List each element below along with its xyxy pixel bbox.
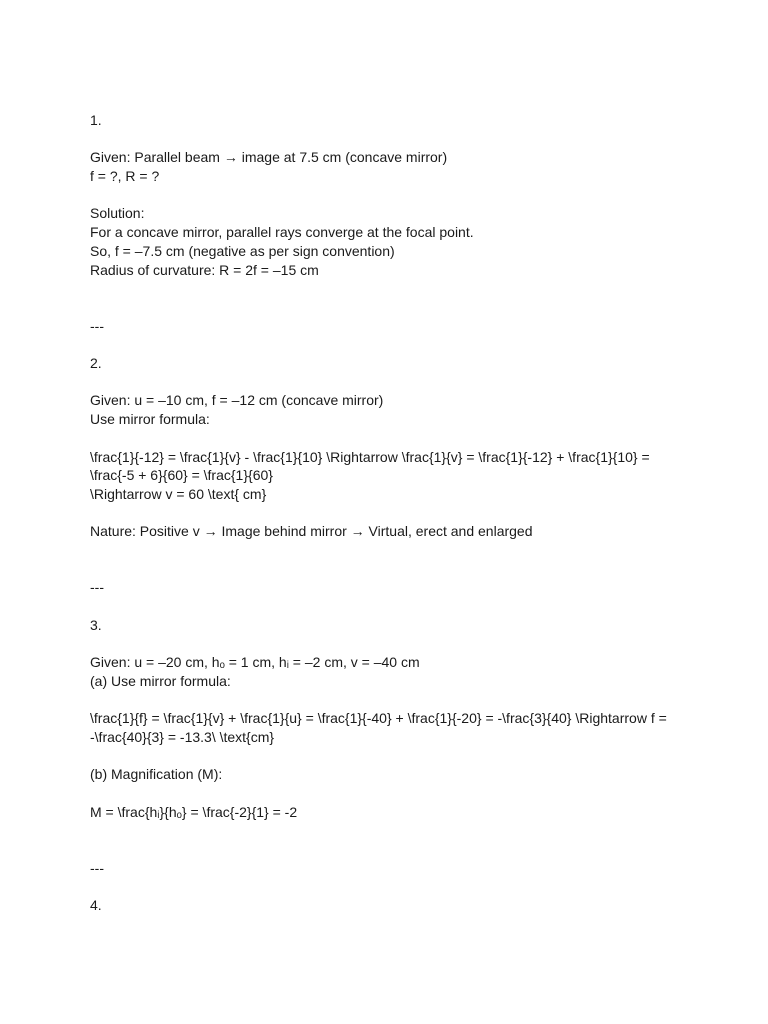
- section-2-number: 2.: [90, 355, 102, 372]
- section-3-eq-1: \frac{1}{f} = \frac{1}{v} + \frac{1}{u} = \frac{1}{-40} + \frac{1}{-20} = -\frac{3}{40} \Rightarrow f =: [90, 710, 667, 727]
- section-3-number: 3.: [90, 616, 102, 633]
- separator-1: ---: [90, 317, 104, 334]
- section-3-eq-2: -\frac{40}{3} = -13.3\ \text{cm}: [90, 729, 275, 746]
- section-3-eq-3: M = \frac{hᵢ}{hₒ} = \frac{-2}{1} = -2: [90, 803, 298, 820]
- section-2-eq-2: \frac{-5 + 6}{60} = \frac{1}{60}: [90, 467, 273, 484]
- section-4-number: 4.: [90, 897, 102, 914]
- section-1-line-2: So, f = –7.5 cm (negative as per sign convention): [90, 242, 395, 259]
- section-3-part-b: (b) Magnification (M):: [90, 766, 223, 783]
- separator-2: ---: [90, 579, 104, 596]
- section-2-nature: Nature: Positive v → Image behind mirror → Virtual, erect and enlarged: [90, 523, 533, 540]
- section-1-solution-label: Solution:: [90, 205, 145, 222]
- section-3-given: Given: u = –20 cm, hₒ = 1 cm, hᵢ = –2 cm, v = –40 cm: [90, 654, 420, 671]
- section-3-part-a: (a) Use mirror formula:: [90, 672, 231, 689]
- section-1-unknowns: f = ?, R = ?: [90, 168, 160, 185]
- section-1-given: Given: Parallel beam → image at 7.5 cm (concave mirror): [90, 149, 448, 166]
- section-2-eq-3: \Rightarrow v = 60 \text{ cm}: [90, 485, 267, 502]
- section-2-eq-1: \frac{1}{-12} = \frac{1}{v} - \frac{1}{10} \Rightarrow \frac{1}{v} = \frac{1}{-12} + \frac{1}{10} =: [90, 448, 650, 465]
- separator-3: ---: [90, 859, 104, 876]
- section-1-number: 1.: [90, 112, 102, 128]
- section-2-given: Given: u = –10 cm, f = –12 cm (concave mirror): [90, 392, 384, 409]
- section-2-formula-label: Use mirror formula:: [90, 411, 210, 428]
- section-1-line-1: For a concave mirror, parallel rays converge at the focal point.: [90, 224, 474, 241]
- document-page: [90, 111, 690, 915]
- section-1-line-3: Radius of curvature: R = 2f = –15 cm: [90, 261, 319, 278]
